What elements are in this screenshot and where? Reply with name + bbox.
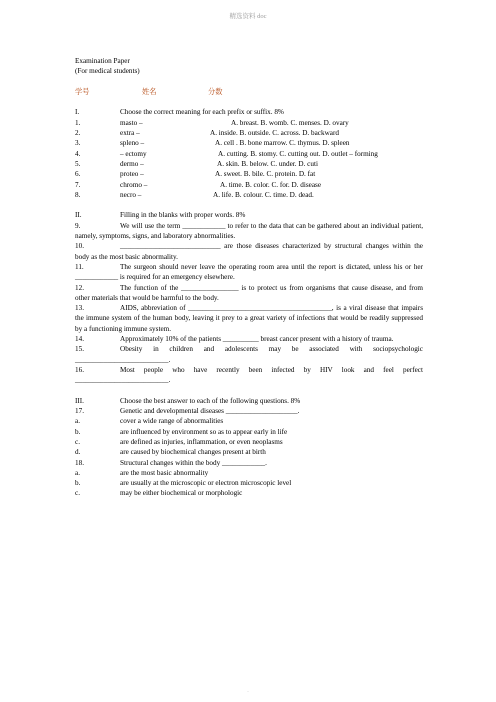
question-number: 17. <box>75 407 84 416</box>
question-options: A. sweet. B. bile. C. protein. D. fat <box>215 170 316 179</box>
answer-option <box>75 437 423 447</box>
question-number: 10. <box>75 242 84 251</box>
question-number: 3. <box>75 139 81 148</box>
question-row <box>75 128 423 138</box>
question-term: spleno – <box>120 139 145 148</box>
question-number: 12. <box>75 283 84 292</box>
student-id-field: 学号 <box>75 87 90 96</box>
fill-in-question <box>75 241 423 262</box>
question-number: 18. <box>75 458 84 467</box>
section-1-instruction: Choose the correct meaning for each prefix or suffix. 8% <box>120 108 284 117</box>
option-text: are usually at the microscopic or electron microscopic level <box>120 479 292 488</box>
question-options: A. cell . B. bone marrow. C. thymus. D. spleen <box>215 139 350 148</box>
section-1-number: I. <box>75 108 80 117</box>
option-letter: b. <box>75 479 81 488</box>
option-letter: b. <box>75 427 81 436</box>
answer-option <box>75 427 423 437</box>
option-text: are caused by biochemical changes present at birth <box>120 448 266 457</box>
answer-option <box>75 488 423 498</box>
fill-in-question <box>75 303 423 334</box>
question-text: The surgeon should never leave the operating room area until the report is dictated, unless his or her ____________ is required for an emergency elsewhere. <box>75 262 423 282</box>
question-text: ____________________________ are those diseases characterized by structural changes within the body as the most basic abnormality. <box>75 242 423 261</box>
question-number: 1. <box>75 118 81 127</box>
question-options: A. life. B. colour. C. time. D. dead. <box>213 190 314 199</box>
question-options: A. inside. B. outside. C. across. D. backward <box>210 129 339 138</box>
question-term: – ectomy <box>120 149 147 158</box>
name-field: 姓名 <box>142 87 157 96</box>
question-text: Approximately 10% of the patients __________ breast cancer present with a history of trauma. <box>120 335 394 344</box>
answer-option <box>75 468 423 478</box>
question-number: 11. <box>75 262 84 271</box>
question-number: 4. <box>75 149 81 158</box>
option-text: cover a wide range of abnormalities <box>120 417 224 426</box>
question-term: necro – <box>120 190 142 199</box>
option-text: are defined as injuries, inflammation, or even neoplasms <box>120 437 283 446</box>
question-options: A. time. B. color. C. for. D. disease <box>220 180 322 189</box>
question-row <box>75 138 423 148</box>
question-number: 15. <box>75 345 84 354</box>
fill-in-question <box>75 221 423 242</box>
question-options: A. breast. B. womb. C. menses. D. ovary <box>231 118 349 127</box>
question-18 <box>75 458 423 468</box>
question-number: 2. <box>75 129 81 138</box>
section-3-heading <box>75 396 423 406</box>
question-number: 5. <box>75 159 81 168</box>
question-number: 16. <box>75 365 84 374</box>
question-row <box>75 149 423 159</box>
question-text: AIDS, abbreviation of ________________________________________, is a viral disease that impairs the immune system of the human body, leaving it prey to a great variety of infections that would be readily suppressed by a functioning immune system. <box>75 304 423 333</box>
question-text: The function of the ________________ is to protect us from organisms that cause disease, and from other materials that would be harmful to the body. <box>75 283 423 302</box>
question-text: Obesity in children and adolescents may be associated with sociopsychologic __________________________. <box>75 345 423 364</box>
fill-in-question <box>75 283 423 304</box>
question-row <box>75 118 423 128</box>
option-text: are influenced by environment so as to appear early in life <box>120 427 288 436</box>
section-2-number: II. <box>75 211 82 220</box>
question-options: A. skin. B. below. C. under. D. cuti <box>217 159 318 168</box>
student-info-fields <box>75 87 423 97</box>
score-field: 分数 <box>208 87 223 96</box>
question-stem: Structural changes within the body ____________. <box>120 458 267 467</box>
option-letter: a. <box>75 417 80 426</box>
answer-option <box>75 416 423 426</box>
question-number: 6. <box>75 170 81 179</box>
option-text: are the most basic abnormality <box>120 468 209 477</box>
header-watermark: 精选资料 doc <box>229 13 267 20</box>
question-row <box>75 169 423 179</box>
fill-in-question <box>75 365 423 386</box>
answer-option <box>75 478 423 488</box>
question-term: extra – <box>120 129 140 138</box>
section-2-heading <box>75 210 423 220</box>
section-1-heading <box>75 107 423 117</box>
section-3-instruction: Choose the best answer to each of the following questions. 8% <box>120 396 301 405</box>
question-number: 9. <box>75 221 81 230</box>
page-subtitle: (For medical students) <box>75 67 140 76</box>
question-term: chromo – <box>120 180 148 189</box>
question-options: A. cutting. B. stomy. C. cutting out. D. outlet – forming <box>218 149 378 158</box>
question-number: 7. <box>75 180 81 189</box>
exam-document <box>75 56 423 499</box>
question-17 <box>75 406 423 416</box>
question-term: dermo – <box>120 159 144 168</box>
question-number: 13. <box>75 304 84 313</box>
question-number: 14. <box>75 335 84 344</box>
section-3-number: III. <box>75 396 84 405</box>
question-text: Most people who have recently been infected by HIV look and feel perfect __________________________. <box>75 365 423 385</box>
question-stem: Genetic and developmental diseases ____________________. <box>120 407 300 416</box>
question-row <box>75 190 423 200</box>
fill-in-question <box>75 334 423 344</box>
question-term: masto – <box>120 118 143 127</box>
page-footer: . <box>247 688 249 694</box>
question-row <box>75 180 423 190</box>
question-number: 8. <box>75 190 81 199</box>
question-row <box>75 159 423 169</box>
option-letter: c. <box>75 489 80 498</box>
option-text: may be either biochemical or morphologic <box>120 489 243 498</box>
question-text: We will use the term ____________ to refer to the data that can be gathered about an individual patient, namely, symptoms, signs, and laboratory abnormalities. <box>75 221 423 241</box>
question-term: proteo – <box>120 170 144 179</box>
option-letter: c. <box>75 437 80 446</box>
answer-option <box>75 447 423 457</box>
fill-in-question <box>75 262 423 283</box>
page-title: Examination Paper <box>75 57 130 65</box>
option-letter: d. <box>75 448 81 457</box>
option-letter: a. <box>75 468 80 477</box>
section-2-instruction: Filling in the blanks with proper words. 8% <box>120 211 246 220</box>
fill-in-question <box>75 344 423 365</box>
